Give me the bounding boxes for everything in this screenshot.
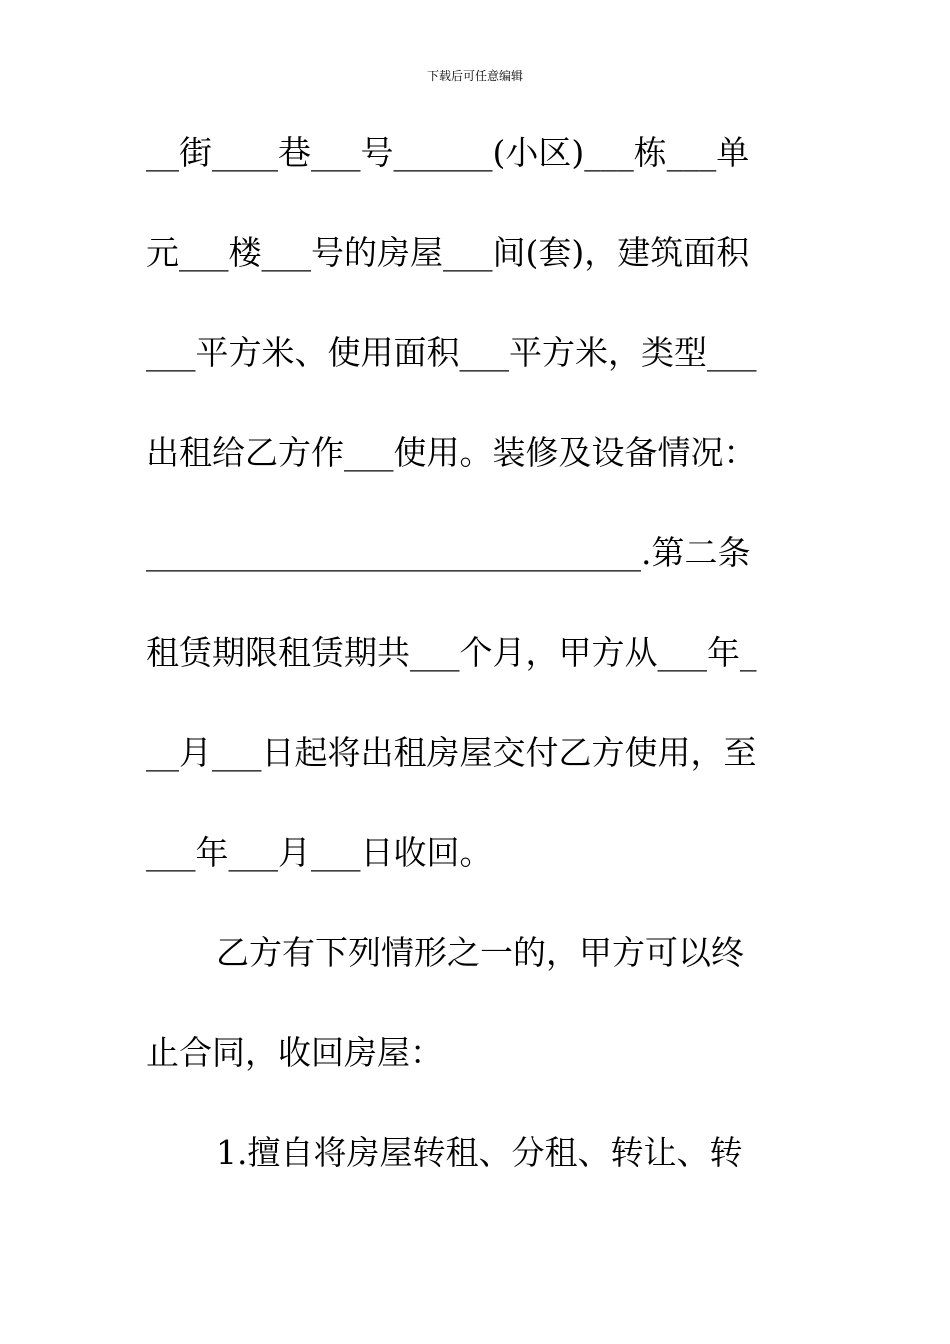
document-body [146, 120, 796, 1220]
line-text: __月___日起将出租房屋交付乙方使用，至 [146, 733, 757, 772]
line-text: ___年___月___日收回。 [146, 833, 493, 872]
text-line [146, 420, 796, 520]
text-line [146, 820, 796, 920]
text-line [146, 620, 796, 720]
line-text: 出租给乙方作___使用。装修及设备情况： [146, 433, 757, 472]
text-line [146, 720, 796, 820]
text-line [146, 520, 796, 620]
text-line [146, 920, 796, 1020]
line-text: __街____巷___号______(小区)___栋___单 [146, 133, 750, 172]
text-line [146, 1120, 796, 1220]
line-text: 租赁期限租赁期共___个月，甲方从___年_ [146, 633, 757, 672]
line-text: 乙方有下列情形之一的，甲方可以终 [216, 933, 744, 972]
page-header: 下载后可任意编辑 [426, 69, 523, 83]
line-text: ___平方米、使用面积___平方米，类型___ [146, 333, 757, 372]
text-line [146, 220, 796, 320]
text-line [146, 120, 796, 220]
line-text: 止合同，收回房屋： [146, 1033, 443, 1072]
line-text: 1.擅自将房屋转租、分租、转让、转 [216, 1133, 743, 1172]
text-line [146, 1020, 796, 1120]
text-line [146, 320, 796, 420]
line-text: 元___楼___号的房屋___间(套)，建筑面积 [146, 233, 750, 272]
line-text: ______________________________.第二条 [146, 533, 751, 572]
